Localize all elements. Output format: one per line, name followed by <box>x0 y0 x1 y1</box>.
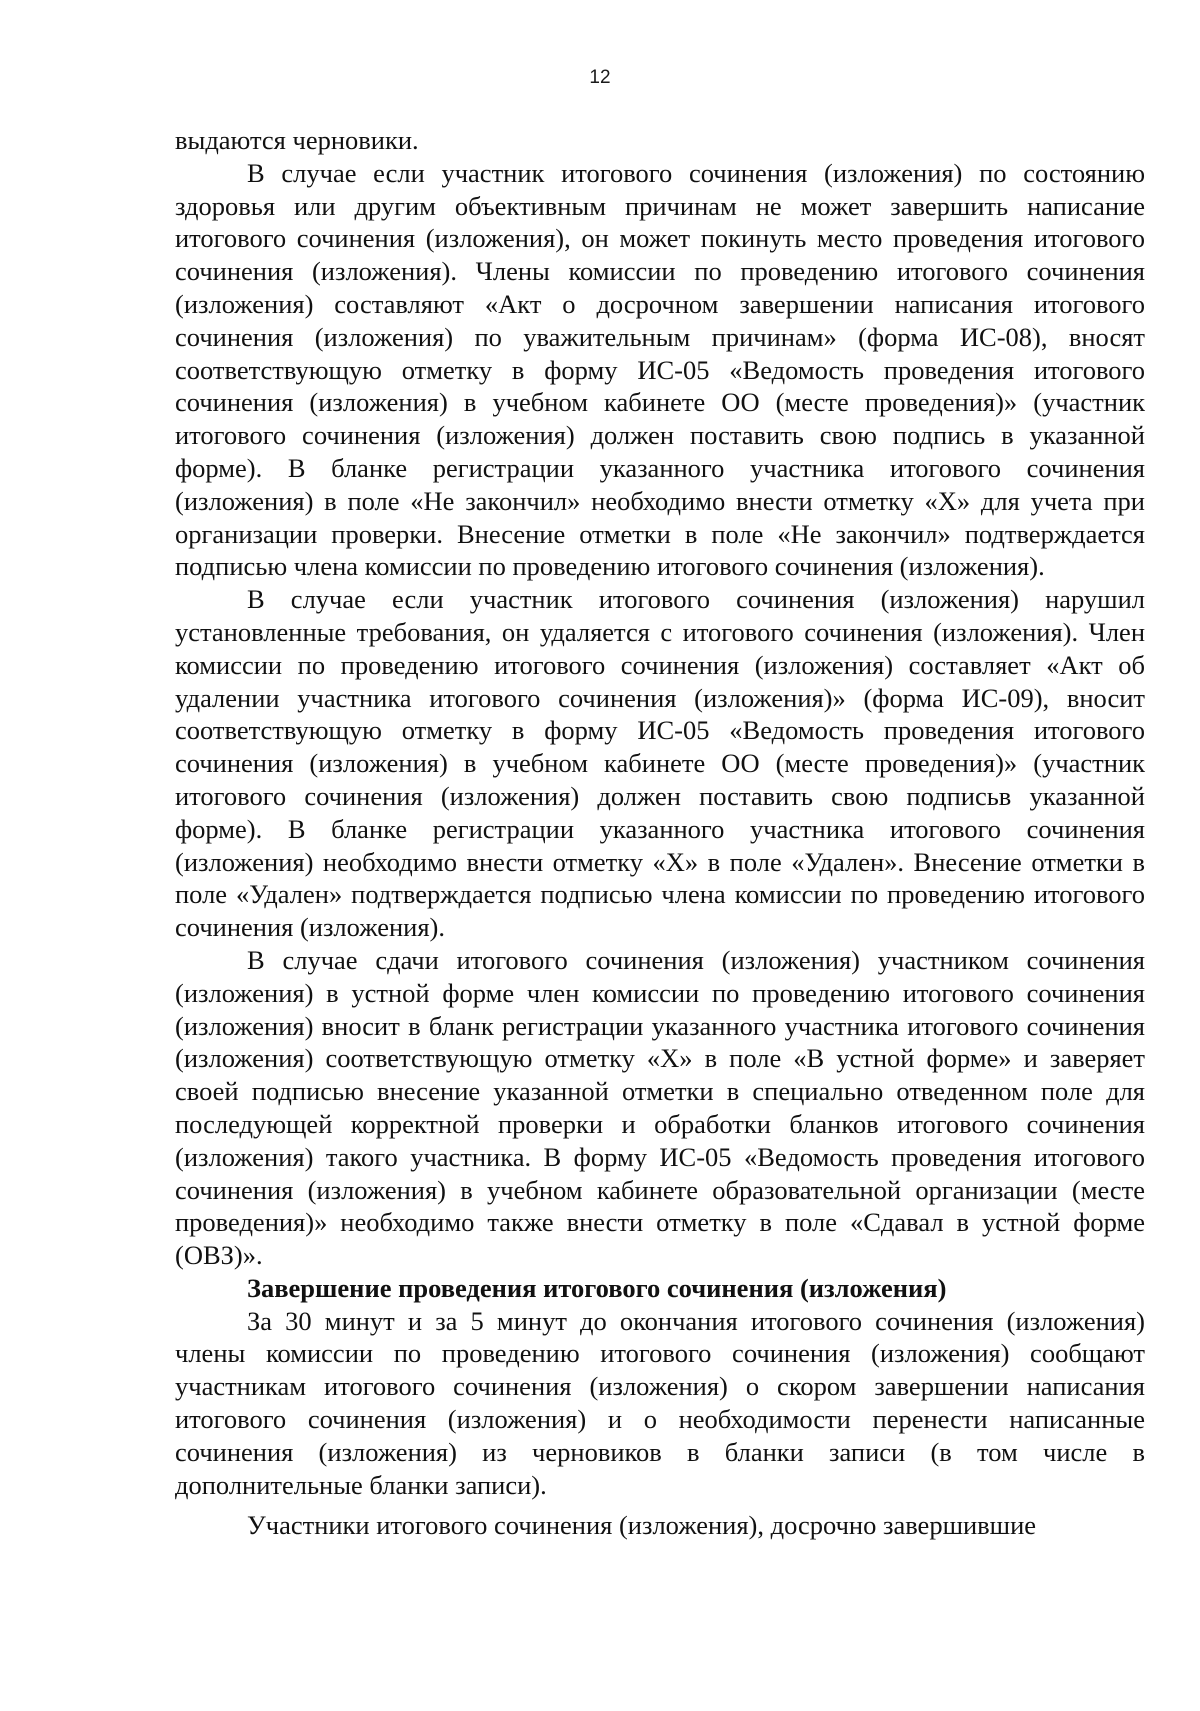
paragraph-early-finishers: Участники итогового сочинения (изложения), досрочно завершившие <box>247 1510 1037 1541</box>
paragraph-removal: В случае если участник итогового сочинения (изложения) нарушил установленные требования, он удаляется с итогового сочинения (изложения). Член комиссии по проведению итогового сочинения (изложения) составляет «Акт об удалении участника итогового сочинения (изложения)» (форма ИС-09), вносит соответствующую отметку в форму ИС-05 «Ведомость проведения итогового сочинения (изложения) в учебном кабинете ОО (месте проведения)» (участник итогового сочинения (изложения) должен поставить свою подписьв указанной форме). В бланке регистрации указанного участника итогового сочинения (изложения) необходимо внести отметку «Х» в поле «Удален». Внесение отметки в поле «Удален» подтверждается подписью члена комиссии по проведению итогового сочинения (изложения). <box>175 584 1145 943</box>
document-body <box>175 124 1145 1542</box>
page-number: 12 <box>589 67 611 88</box>
paragraph-continuation: выдаются черновики. <box>175 125 419 155</box>
paragraph-completion-notice: За 30 минут и за 5 минут до окончания итогового сочинения (изложения) члены комиссии по проведению итогового сочинения (изложения) сообщают участникам итогового сочинения (изложения) о скором завершении написания итогового сочинения (изложения) и о необходимости перенести написанные сочинения (изложения) из черновиков в бланки записи (в том числе в дополнительные бланки записи). <box>175 1305 1145 1500</box>
section-heading: Завершение проведения итогового сочинения (изложения) <box>247 1272 947 1303</box>
paragraph-oral-form: В случае сдачи итогового сочинения (изложения) участником сочинения (изложения) в устной форме член комиссии по проведению итогового сочинения (изложения) вносит в бланк регистрации указанного участника итогового сочинения (изложения) соответствующую отметку «Х» в поле «В устной форме» и заверяет своей подписью внесение указанной отметки в специально отведенном поле для последующей корректной проверки и обработки бланков итогового сочинения (изложения) такого участника. В форму ИС-05 «Ведомость проведения итогового сочинения (изложения) в учебном кабинете образовательной организации (месте проведения)» необходимо также внести отметку в поле «Сдавал в устной форме (ОВЗ)». <box>175 944 1145 1271</box>
paragraph-early-completion: В случае если участник итогового сочинения (изложения) по состоянию здоровья или другим объективным причинам не может завершить написание итогового сочинения (изложения), он может покинуть место проведения итогового сочинения (изложения). Члены комиссии по проведению итогового сочинения (изложения) составляют «Акт о досрочном завершении написания итогового сочинения (изложения) по уважительным причинам» (форма ИС-08), вносят соответствующую отметку в форму ИС-05 «Ведомость проведения итогового сочинения (изложения) в учебном кабинете ОО (месте проведения)» (участник итогового сочинения (изложения) должен поставить свою подпись в указанной форме). В бланке регистрации указанного участника итогового сочинения (изложения) в поле «Не закончил» необходимо внести отметку «Х» для учета при организации проверки. Внесение отметки в поле «Не закончил» подтверждается подписью члена комиссии по проведению итогового сочинения (изложения). <box>175 157 1145 582</box>
